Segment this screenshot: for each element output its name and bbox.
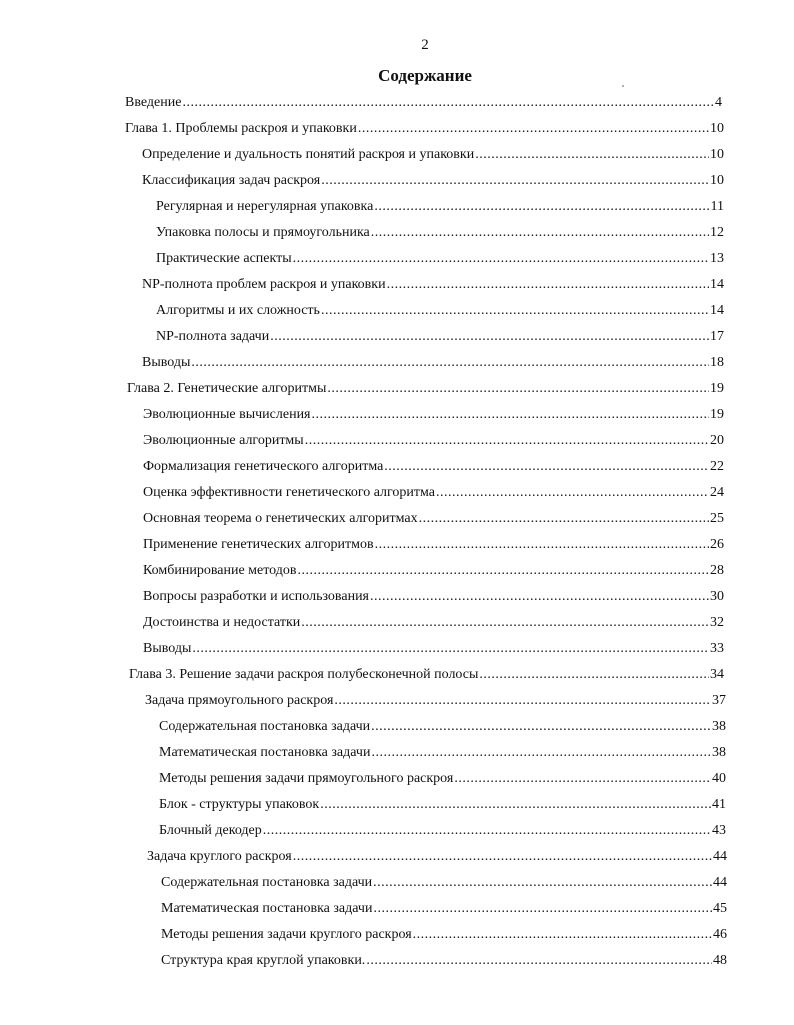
toc-entry-page: 14 [710,277,724,292]
dot-leader [479,664,709,686]
toc-entry-label: Глава 1. Проблемы раскроя и упаковки [125,121,357,136]
toc-entry-label: Методы решения задачи прямоугольного раскроя [159,771,454,786]
dot-leader [371,716,711,738]
toc-entry[interactable] [142,274,724,296]
dot-leader [413,924,712,946]
toc-entry-label: Глава 3. Решение задачи раскроя полубесконечной полосы [129,667,479,682]
toc-entry-label: Содержательная постановка задачи [159,719,371,734]
toc-entry-label: Задача прямоугольного раскроя [145,693,334,708]
dot-leader [371,742,711,764]
toc-entry-page: 11 [710,199,724,214]
toc-entry-label: Блок - структуры упаковок [159,797,320,812]
page-title: Содержание [378,66,472,85]
toc-entry-page: 44 [713,875,727,890]
dot-leader [301,612,709,634]
toc-entry[interactable] [143,430,724,452]
toc-entry[interactable] [142,170,724,192]
dot-leader [321,170,709,192]
toc-entry-label: Методы решения задачи круглого раскроя [161,927,412,942]
dot-leader [334,690,711,712]
toc-entry-page: 40 [712,771,726,786]
toc-entry-page: 19 [710,381,724,396]
toc-entry-label: Математическая постановка задачи [161,901,373,916]
dot-leader [293,248,709,270]
page-number: 2 [421,37,429,53]
toc-entry[interactable] [159,716,726,738]
toc-entry-chapter-1[interactable] [125,118,724,140]
toc-entry-page: 43 [712,823,726,838]
toc-entry-label: Структура края круглой упаковки. [161,953,366,968]
toc-entry-page: 14 [710,303,724,318]
toc-entry-page: 34 [710,667,724,682]
toc-entry-page: 30 [710,589,724,604]
toc-entry-page: 38 [712,745,726,760]
dot-leader [373,898,712,920]
dot-leader [374,196,709,218]
toc-entry-label: Практические аспекты [156,251,292,266]
dot-leader [371,222,709,244]
dot-leader [358,118,709,140]
toc-entry-label: Глава 2. Генетические алгоритмы [127,381,327,396]
toc-entry[interactable] [142,352,724,374]
toc-entry[interactable] [159,742,726,764]
toc-entry[interactable] [159,768,726,790]
dot-leader [305,430,709,452]
toc-entry-page: 44 [713,849,727,864]
toc-entry-page: 12 [710,225,724,240]
toc-entry-label: Формализация генетического алгоритма [143,459,384,474]
toc-entry[interactable] [143,482,724,504]
toc-entry-label: Введение [125,95,182,110]
dot-leader [191,352,709,374]
toc-entry[interactable] [161,924,727,946]
dot-leader [321,300,709,322]
toc-entry-page: 37 [712,693,726,708]
toc-entry-page: 10 [710,173,724,188]
toc-entry-page: 17 [710,329,724,344]
toc-entry-label: Комбинирование методов [143,563,297,578]
dot-leader [475,144,709,166]
scan-speck [622,85,624,87]
toc-entry[interactable] [143,612,724,634]
dot-leader [373,872,712,894]
toc-entry-page: 46 [713,927,727,942]
toc-entry-label: NP-полнота задачи [156,329,270,344]
dot-leader [419,508,709,530]
toc-entry[interactable] [143,456,724,478]
toc-entry-chapter-3[interactable] [129,664,724,686]
toc-entry-page: 48 [713,953,727,968]
toc-entry[interactable] [161,898,727,920]
toc-entry-page: 32 [710,615,724,630]
toc-entry-page: 24 [710,485,724,500]
toc-entry-page: 10 [710,121,724,136]
toc-entry-page: 28 [710,563,724,578]
toc-entry-page: 18 [710,355,724,370]
toc-entry[interactable] [143,404,724,426]
toc-entry-label: Упаковка полосы и прямоугольника [156,225,370,240]
dot-leader [312,404,710,426]
toc-entry-chapter-2[interactable] [127,378,724,400]
toc-entry-label: Выводы [142,355,191,370]
toc-entry-label: Классификация задач раскроя [142,173,321,188]
toc-entry[interactable] [142,144,724,166]
toc-entry-label: Блочный декодер [159,823,262,838]
dot-leader [375,534,709,556]
toc-entry-label: Регулярная и нерегулярная упаковка [156,199,374,214]
toc-entry-label: Эволюционные алгоритмы [143,433,304,448]
toc-entry-label: Определение и дуальность понятий раскроя и упаковки [142,147,475,162]
toc-entry[interactable] [143,560,724,582]
toc-entry-label: Математическая постановка задачи [159,745,371,760]
toc-entry[interactable] [147,846,727,868]
dot-leader [370,586,709,608]
dot-leader [366,950,712,972]
toc-entry-page: 25 [710,511,724,526]
toc-entry[interactable] [145,690,726,712]
dot-leader [387,274,709,296]
toc-entry[interactable] [156,222,724,244]
toc-entry[interactable] [159,820,726,842]
toc-entry-label: Задача круглого раскроя [147,849,292,864]
toc-entry-label: Достоинства и недостатки [143,615,301,630]
toc-entry[interactable] [156,248,724,270]
toc-entry-label: Основная теорема о генетических алгоритмах [143,511,418,526]
toc-entry[interactable] [143,586,724,608]
toc-entry-label: Алгоритмы и их сложность [156,303,320,318]
toc-entry[interactable] [159,794,726,816]
toc-entry[interactable] [156,196,724,218]
toc-entry[interactable] [161,950,727,972]
toc-entry-page: 22 [710,459,724,474]
dot-leader [327,378,709,400]
toc-entry-label: Эволюционные вычисления [143,407,311,422]
toc-entry[interactable] [156,326,724,348]
toc-entry-page: 4 [715,95,722,110]
dot-leader [298,560,709,582]
toc-entry-page: 38 [712,719,726,734]
toc-entry-page: 33 [710,641,724,656]
toc-entry-page: 19 [710,407,724,422]
toc-entry-intro[interactable] [125,92,722,114]
dot-leader [320,794,711,816]
dot-leader [192,638,709,660]
toc-entry-page: 20 [710,433,724,448]
toc-entry-label: NP-полнота проблем раскроя и упаковки [142,277,386,292]
dot-leader [182,92,714,114]
dot-leader [384,456,709,478]
toc-entry-label: Применение генетических алгоритмов [143,537,374,552]
dot-leader [436,482,709,504]
toc-entry-page: 13 [710,251,724,266]
toc-entry[interactable] [143,508,724,530]
toc-entry[interactable] [143,638,724,660]
toc-entry[interactable] [156,300,724,322]
toc-entry-label: Выводы [143,641,192,656]
toc-entry[interactable] [143,534,724,556]
dot-leader [270,326,709,348]
toc-entry-label: Оценка эффективности генетического алгоритма [143,485,436,500]
toc-entry-label: Содержательная постановка задачи [161,875,373,890]
toc-entry-page: 26 [710,537,724,552]
toc-entry-page: 10 [710,147,724,162]
dot-leader [263,820,711,842]
toc-entry[interactable] [161,872,727,894]
toc-entry-page: 45 [713,901,727,916]
toc-entry-label: Вопросы разработки и использования [143,589,369,604]
dot-leader [293,846,712,868]
dot-leader [454,768,711,790]
toc-entry-page: 41 [712,797,726,812]
